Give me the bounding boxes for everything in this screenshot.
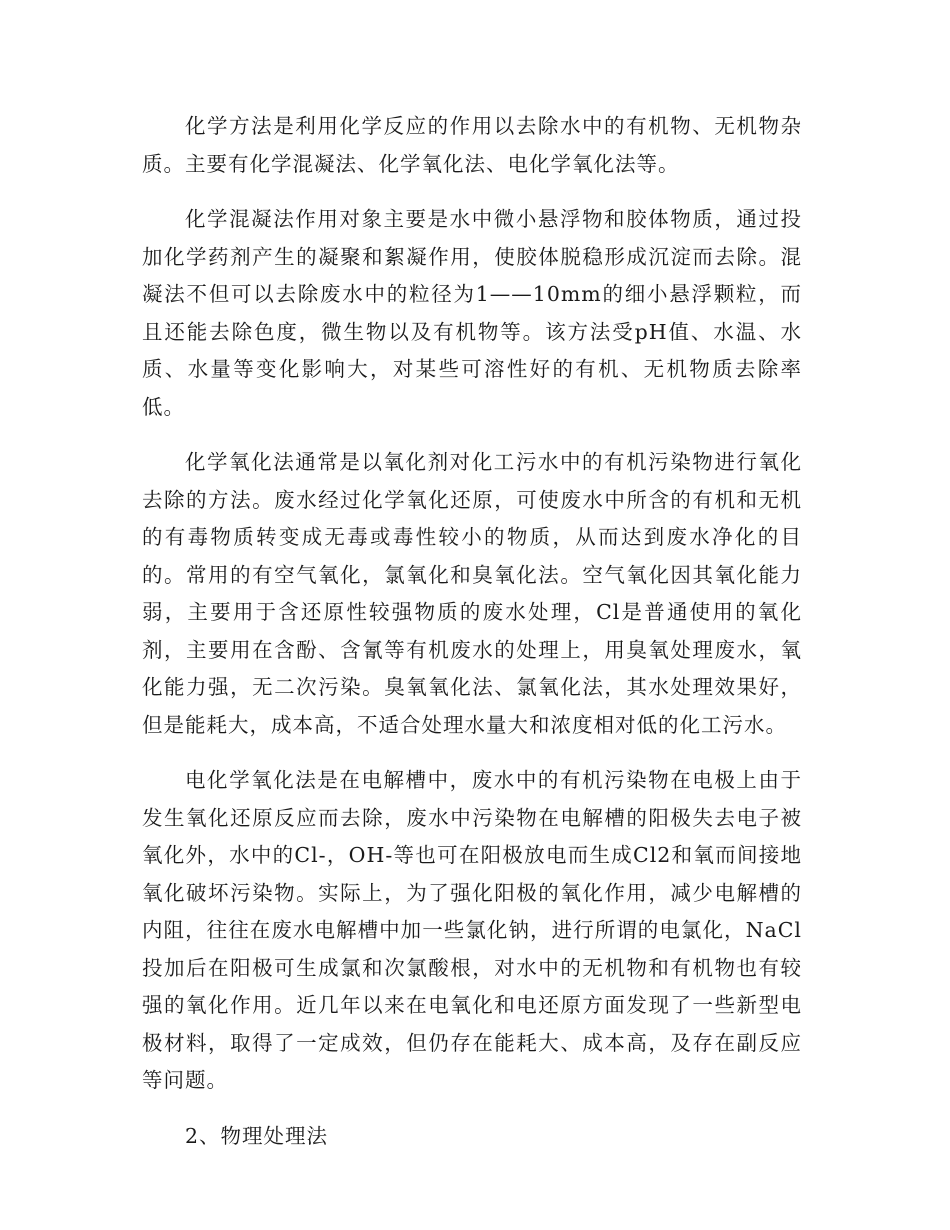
- paragraph-chemical-coagulation: 化学混凝法作用对象主要是水中微小悬浮物和胶体物质，通过投加化学药剂产生的凝聚和絮凝作用，使胶体脱稳形成沉淀而去除。混凝法不但可以去除废水中的粒径为1——10mm的细小悬浮颗粒，而且还能去除色度，微生物以及有机物等。该方法受pH值、水温、水质、水量等变化影响大，对某些可溶性好的有机、无机物质去除率低。: [142, 207, 802, 419]
- paragraph-electrochemical-oxidation: 电化学氧化法是在电解槽中，废水中的有机污染物在电极上由于发生氧化还原反应而去除，废水中污染物在电解槽的阳极失去电子被氧化外，水中的Cl-，OH-等也可在阳极放电而生成Cl2和氧而间接地氧化破坏污染物。实际上，为了强化阳极的氧化作用，减少电解槽的内阻，往往在废水电解槽中加一些氯化钠，进行所谓的电氯化，NaCl投加后在阳极可生成氯和次氯酸根，对水中的无机物和有机物也有较强的氧化作用。近几年以来在电氧化和电还原方面发现了一些新型电极材料，取得了一定成效，但仍存在能耗大、成本高，及存在副反应等问题。: [142, 768, 802, 1092]
- document-body: [142, 108, 802, 1155]
- paragraph-chemical-methods: 化学方法是利用化学反应的作用以去除水中的有机物、无机物杂质。主要有化学混凝法、化学氧化法、电化学氧化法等。: [142, 114, 802, 176]
- paragraph-chemical-oxidation: 化学氧化法通常是以氧化剂对化工污水中的有机污染物进行氧化去除的方法。废水经过化学氧化还原，可使废水中所含的有机和无机的有毒物质转变成无毒或毒性较小的物质，从而达到废水净化的目的。常用的有空气氧化，氯氧化和臭氧化法。空气氧化因其氧化能力弱，主要用于含还原性较强物质的废水处理，Cl是普通使用的氧化剂，主要用在含酚、含氰等有机废水的处理上，用臭氧处理废水，氧化能力强，无二次污染。臭氧氧化法、氯氧化法，其水处理效果好，但是能耗大，成本高，不适合处理水量大和浓度相对低的化工污水。: [142, 450, 802, 737]
- section-heading-physical-treatment: 2、物理处理法: [185, 1123, 329, 1148]
